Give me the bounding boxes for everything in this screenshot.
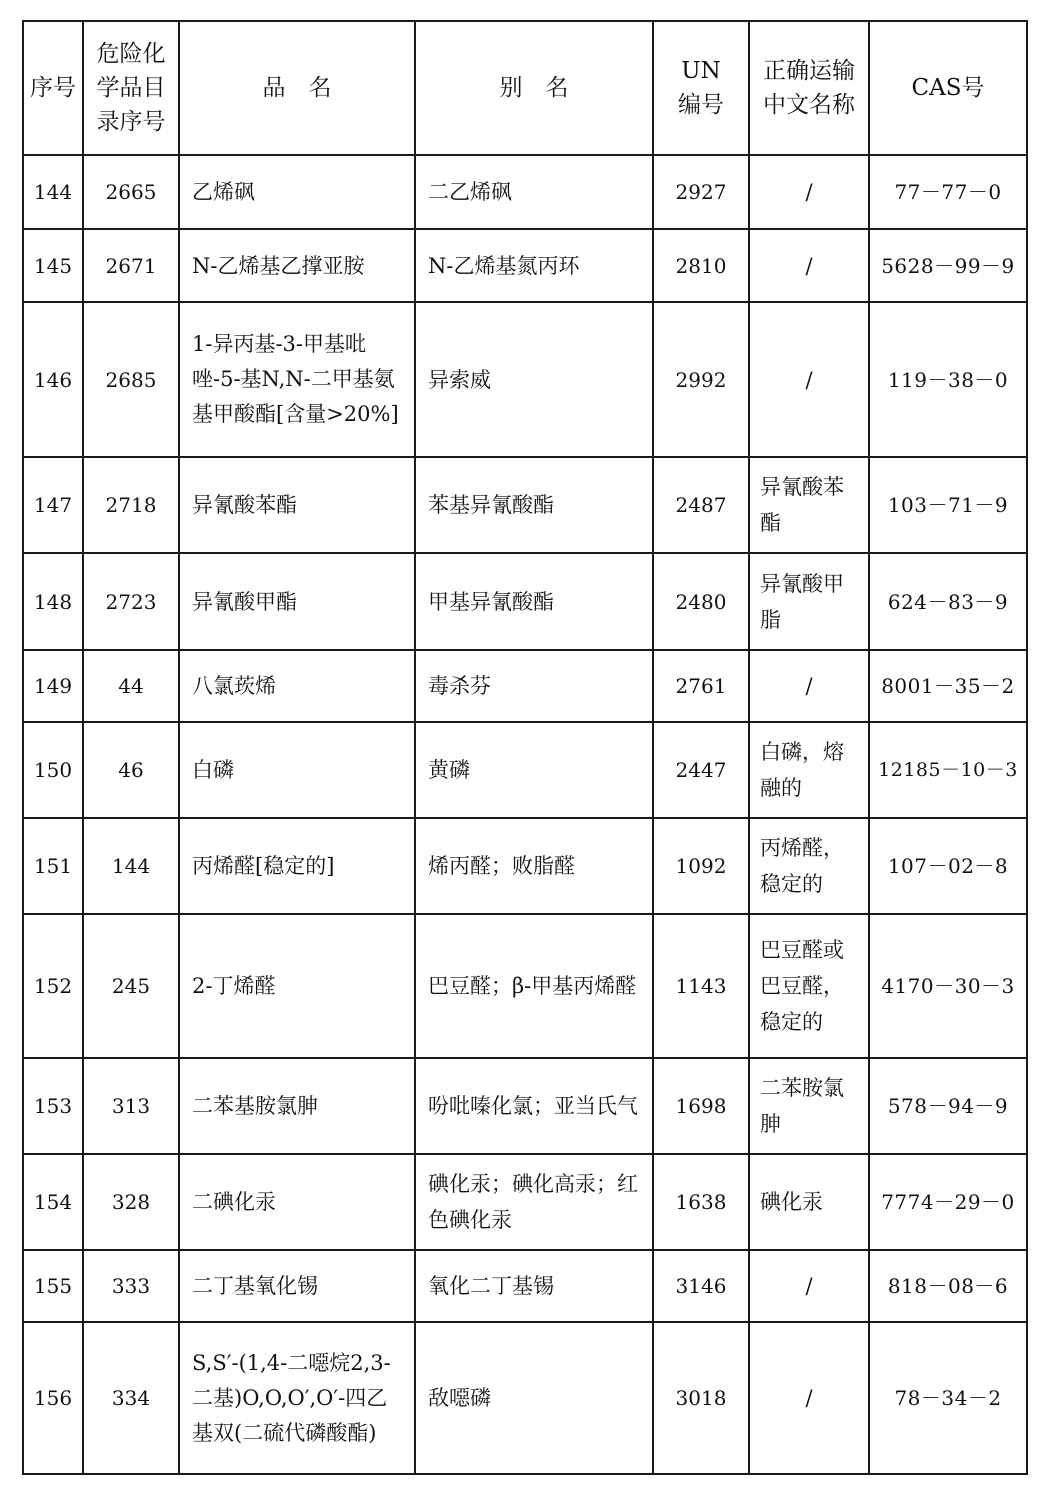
cell-cas: 78－34－2 <box>869 1322 1027 1474</box>
hazardous-chemicals-table <box>22 20 1028 1475</box>
cell-catalog: 328 <box>83 1154 179 1250</box>
cell-cas: 119－38－0 <box>869 302 1027 457</box>
cell-seq: 147 <box>23 457 83 553</box>
cell-catalog: 245 <box>83 914 179 1058</box>
cell-catalog: 334 <box>83 1322 179 1474</box>
cell-shipping: / <box>749 650 869 722</box>
cell-cas: 4170－30－3 <box>869 914 1027 1058</box>
cell-shipping: 碘化汞 <box>749 1154 869 1250</box>
table-header-row <box>23 21 1027 155</box>
cell-un: 3146 <box>653 1250 749 1322</box>
cell-seq: 145 <box>23 229 83 302</box>
cell-name: 异氰酸甲酯 <box>179 553 415 650</box>
cell-seq: 144 <box>23 155 83 229</box>
cell-name: 2-丁烯醛 <box>179 914 415 1058</box>
cell-catalog: 144 <box>83 818 179 914</box>
cell-alias: 吩吡嗪化氯；亚当氏气 <box>415 1058 653 1154</box>
cell-seq: 148 <box>23 553 83 650</box>
cell-un: 2447 <box>653 722 749 818</box>
cell-name: 异氰酸苯酯 <box>179 457 415 553</box>
cell-name: 八氯莰烯 <box>179 650 415 722</box>
cell-un: 1143 <box>653 914 749 1058</box>
cell-catalog: 46 <box>83 722 179 818</box>
cell-name: N-乙烯基乙撑亚胺 <box>179 229 415 302</box>
cell-catalog: 44 <box>83 650 179 722</box>
cell-name: 二碘化汞 <box>179 1154 415 1250</box>
cell-cas: 7774－29－0 <box>869 1154 1027 1250</box>
table-row <box>23 302 1027 457</box>
cell-shipping: / <box>749 302 869 457</box>
cell-seq: 146 <box>23 302 83 457</box>
cell-cas: 818－08－6 <box>869 1250 1027 1322</box>
table-row <box>23 553 1027 650</box>
cell-alias: 烯丙醛；败脂醛 <box>415 818 653 914</box>
table-row <box>23 1322 1027 1474</box>
cell-alias: 巴豆醛；β-甲基丙烯醛 <box>415 914 653 1058</box>
cell-alias: 甲基异氰酸酯 <box>415 553 653 650</box>
cell-shipping: / <box>749 1250 869 1322</box>
table-row <box>23 1154 1027 1250</box>
table-row <box>23 650 1027 722</box>
cell-shipping: 白磷，熔融的 <box>749 722 869 818</box>
table-row <box>23 457 1027 553</box>
header-un: UN编号 <box>653 21 749 155</box>
table-row <box>23 1250 1027 1322</box>
cell-alias: N-乙烯基氮丙环 <box>415 229 653 302</box>
cell-catalog: 2723 <box>83 553 179 650</box>
header-catalog: 危险化学品目录序号 <box>83 21 179 155</box>
cell-cas: 5628－99－9 <box>869 229 1027 302</box>
cell-name: 1-异丙基-3-甲基吡唑-5-基N,N-二甲基氨基甲酸酯[含量>20%] <box>179 302 415 457</box>
cell-un: 1638 <box>653 1154 749 1250</box>
cell-alias: 二乙烯砜 <box>415 155 653 229</box>
table-row <box>23 1058 1027 1154</box>
document-page <box>22 20 1026 1475</box>
header-cas: CAS号 <box>869 21 1027 155</box>
cell-catalog: 2718 <box>83 457 179 553</box>
cell-un: 2927 <box>653 155 749 229</box>
cell-un: 3018 <box>653 1322 749 1474</box>
cell-catalog: 2685 <box>83 302 179 457</box>
cell-alias: 黄磷 <box>415 722 653 818</box>
cell-name: 乙烯砜 <box>179 155 415 229</box>
cell-alias: 碘化汞；碘化高汞；红色碘化汞 <box>415 1154 653 1250</box>
cell-name: 白磷 <box>179 722 415 818</box>
header-alias: 别 名 <box>415 21 653 155</box>
cell-un: 2992 <box>653 302 749 457</box>
cell-catalog: 313 <box>83 1058 179 1154</box>
cell-catalog: 2671 <box>83 229 179 302</box>
header-seq: 序号 <box>23 21 83 155</box>
cell-seq: 152 <box>23 914 83 1058</box>
cell-shipping: 二苯胺氯胂 <box>749 1058 869 1154</box>
cell-shipping: 巴豆醛或巴豆醛，稳定的 <box>749 914 869 1058</box>
cell-un: 2487 <box>653 457 749 553</box>
cell-cas: 77－77－0 <box>869 155 1027 229</box>
cell-alias: 敌噁磷 <box>415 1322 653 1474</box>
cell-shipping: 异氰酸甲脂 <box>749 553 869 650</box>
cell-seq: 153 <box>23 1058 83 1154</box>
cell-cas: 578－94－9 <box>869 1058 1027 1154</box>
cell-name: 丙烯醛[稳定的] <box>179 818 415 914</box>
cell-cas: 107－02－8 <box>869 818 1027 914</box>
cell-name: S,S′-(1,4-二噁烷2,3-二基)O,O,O′,O′-四乙基双(二硫代磷酸酯) <box>179 1322 415 1474</box>
cell-catalog: 333 <box>83 1250 179 1322</box>
cell-alias: 毒杀芬 <box>415 650 653 722</box>
cell-alias: 氧化二丁基锡 <box>415 1250 653 1322</box>
table-row <box>23 914 1027 1058</box>
cell-shipping: / <box>749 1322 869 1474</box>
cell-catalog: 2665 <box>83 155 179 229</box>
table-row <box>23 229 1027 302</box>
cell-alias: 异索威 <box>415 302 653 457</box>
header-name: 品 名 <box>179 21 415 155</box>
cell-un: 1698 <box>653 1058 749 1154</box>
cell-alias: 苯基异氰酸酯 <box>415 457 653 553</box>
cell-seq: 150 <box>23 722 83 818</box>
table-row <box>23 155 1027 229</box>
cell-un: 2810 <box>653 229 749 302</box>
cell-shipping: / <box>749 155 869 229</box>
cell-un: 2480 <box>653 553 749 650</box>
cell-name: 二苯基胺氯胂 <box>179 1058 415 1154</box>
cell-un: 1092 <box>653 818 749 914</box>
cell-cas: 12185－10－3 <box>869 722 1027 818</box>
cell-seq: 154 <box>23 1154 83 1250</box>
cell-seq: 151 <box>23 818 83 914</box>
cell-seq: 155 <box>23 1250 83 1322</box>
cell-seq: 149 <box>23 650 83 722</box>
cell-un: 2761 <box>653 650 749 722</box>
cell-cas: 103－71－9 <box>869 457 1027 553</box>
cell-seq: 156 <box>23 1322 83 1474</box>
cell-cas: 8001－35－2 <box>869 650 1027 722</box>
cell-name: 二丁基氧化锡 <box>179 1250 415 1322</box>
cell-cas: 624－83－9 <box>869 553 1027 650</box>
table-row <box>23 818 1027 914</box>
cell-shipping: / <box>749 229 869 302</box>
table-row <box>23 722 1027 818</box>
header-shipping: 正确运输中文名称 <box>749 21 869 155</box>
cell-shipping: 丙烯醛，稳定的 <box>749 818 869 914</box>
cell-shipping: 异氰酸苯酯 <box>749 457 869 553</box>
